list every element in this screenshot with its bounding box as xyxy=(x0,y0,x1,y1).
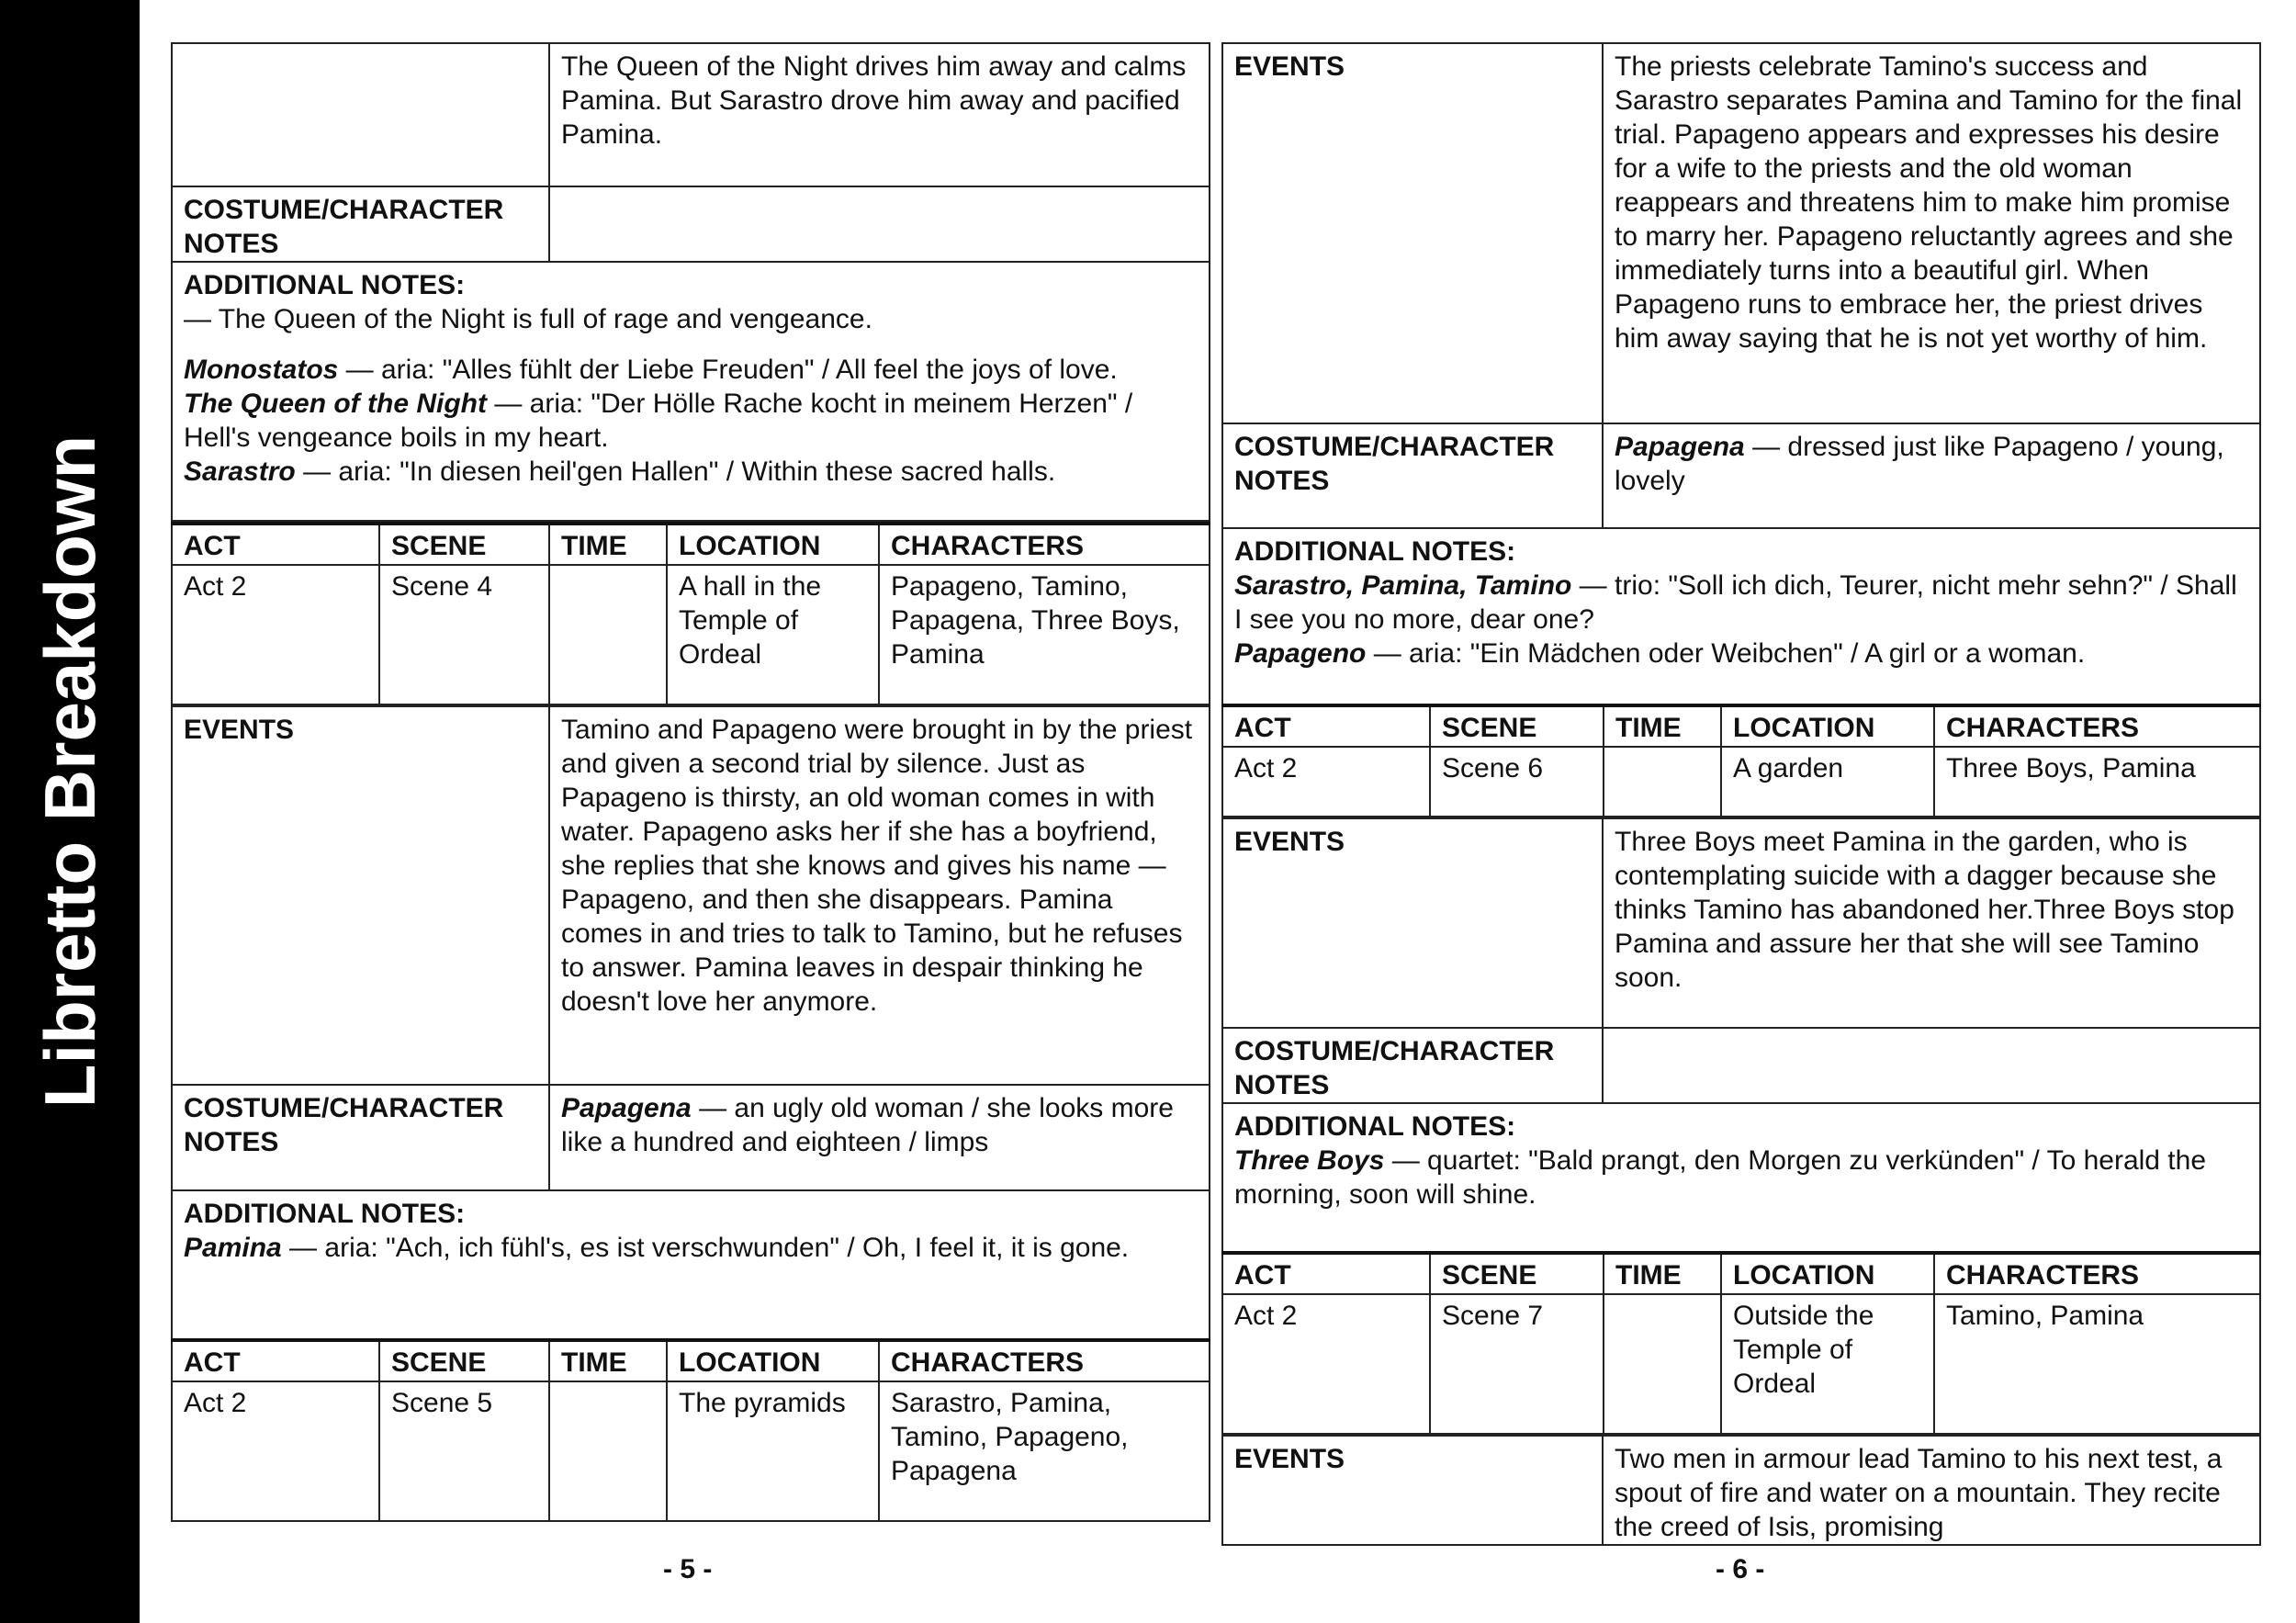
page-number: - 5 - xyxy=(663,1554,713,1584)
col-header-location: LOCATION xyxy=(667,1340,879,1381)
col-header-act: ACT xyxy=(1222,705,1430,747)
notes-line: Monostatos — aria: "Alles fühlt der Liebe Freuden" / All feel the joys of love. xyxy=(184,355,1118,385)
scene-table xyxy=(1221,704,2261,817)
col-header-scene: SCENE xyxy=(379,1340,549,1381)
notes-label: ADDITIONAL NOTES: xyxy=(1234,536,1516,567)
cell-scene: Scene 4 xyxy=(379,565,549,704)
page-number: - 6 - xyxy=(1716,1554,1765,1584)
costume-text xyxy=(549,186,1210,262)
col-header-characters: CHARACTERS xyxy=(879,1340,1210,1381)
continued-block xyxy=(171,42,1210,263)
cell-characters: Papageno, Tamino, Papagena, Three Boys, Pamina xyxy=(879,565,1210,704)
col-header-location: LOCATION xyxy=(1721,705,1934,747)
col-header-act: ACT xyxy=(1222,1253,1430,1294)
additional-notes xyxy=(171,263,1210,522)
scene-table xyxy=(1221,1251,2261,1435)
events-label: EVENTS xyxy=(1222,818,1603,1028)
table-header-row xyxy=(172,524,1210,565)
costume-text: Papagena — an ugly old woman / she looks more like a hundred and eighteen / limps xyxy=(549,1085,1210,1190)
table-row xyxy=(172,565,1210,704)
cell-scene: Scene 6 xyxy=(1430,747,1604,817)
col-header-characters: CHARACTERS xyxy=(1934,705,2260,747)
notes-line: Pamina — aria: "Ach, ich fühl's, es ist verschwunden" / Oh, I feel it, it is gone. xyxy=(184,1233,1130,1263)
cell-act: Act 2 xyxy=(172,565,379,704)
notes-line: Three Boys — quartet: "Bald prangt, den Morgen zu verkünden" / To herald the morning, soon will shine. xyxy=(1234,1145,2207,1210)
notes-line: The Queen of the Night — aria: "Der Hölle Rache kocht in meinem Herzen" / Hell's vengeance boils in my heart. xyxy=(184,389,1133,453)
cell-act: Act 2 xyxy=(1222,1294,1430,1434)
additional-notes xyxy=(1221,529,2261,704)
events-label: EVENTS xyxy=(172,706,549,1085)
scene-table xyxy=(171,1338,1210,1522)
col-header-scene: SCENE xyxy=(379,524,549,565)
table-header-row xyxy=(172,1340,1210,1381)
cell-act: Act 2 xyxy=(172,1381,379,1521)
events-block xyxy=(171,705,1210,1191)
events-block xyxy=(1221,817,2261,1104)
cell-characters: Sarastro, Pamina, Tamino, Papageno, Papagena xyxy=(879,1381,1210,1521)
col-header-act: ACT xyxy=(172,1340,379,1381)
cell-location: A hall in the Temple of Ordeal xyxy=(667,565,879,704)
notes-line: Papageno — aria: "Ein Mädchen oder Weibchen" / A girl or a woman. xyxy=(1234,638,2086,669)
costume-text: Papagena — dressed just like Papageno / young, lovely xyxy=(1603,423,2260,528)
costume-label: COSTUME/CHARACTER NOTES xyxy=(1222,1028,1603,1103)
col-header-time: TIME xyxy=(1604,1253,1721,1294)
left-page xyxy=(171,42,1210,1522)
notes-label: ADDITIONAL NOTES: xyxy=(184,270,466,300)
events-text: Three Boys meet Pamina in the garden, who is contemplating suicide with a dagger because she thinks Tamino has abandoned her.Three Boys stop Pamina and assure her that she will see Tamino soon. xyxy=(1603,818,2260,1028)
table-row xyxy=(172,1381,1210,1521)
costume-text xyxy=(1603,1028,2260,1103)
col-header-location: LOCATION xyxy=(667,524,879,565)
col-header-scene: SCENE xyxy=(1430,705,1604,747)
col-header-time: TIME xyxy=(549,1340,667,1381)
cell-scene: Scene 5 xyxy=(379,1381,549,1521)
col-header-characters: CHARACTERS xyxy=(879,524,1210,565)
events-text: Two men in armour lead Tamino to his next test, a spout of fire and water on a mountain. They recite the creed of Isis, promising xyxy=(1603,1436,2260,1545)
cell-time xyxy=(1604,1294,1721,1434)
sidebar xyxy=(0,0,140,1623)
cell-location: The pyramids xyxy=(667,1381,879,1521)
table-row xyxy=(1222,747,2260,817)
costume-label: COSTUME/CHARACTER NOTES xyxy=(172,186,549,262)
sidebar-title: Libretto Breakdown xyxy=(29,434,110,1109)
notes-line: Sarastro — aria: "In diesen heil'gen Hallen" / Within these sacred halls. xyxy=(184,456,1056,487)
additional-notes xyxy=(1221,1104,2261,1251)
col-header-time: TIME xyxy=(1604,705,1721,747)
cell-characters: Three Boys, Pamina xyxy=(1934,747,2260,817)
additional-notes xyxy=(171,1191,1210,1338)
notes-line: — The Queen of the Night is full of rage and vengeance. xyxy=(184,304,872,334)
col-header-time: TIME xyxy=(549,524,667,565)
notes-line: Sarastro, Pamina, Tamino — trio: "Soll ich dich, Teurer, nicht mehr sehn?" / Shall I see you no more, dear one? xyxy=(1234,570,2237,635)
events-text: Tamino and Papageno were brought in by the priest and given a second trial by silence. Just as Papageno is thirsty, an old woman comes in with water. Papageno asks her if she has a boyfriend, she replies that she knows and gives his name — Papageno, and then she disappears. Pamina comes in and tries to talk to Tamino, but he refuses to answer. Pamina leaves in despair thinking he doesn't love her anymore. xyxy=(549,706,1210,1085)
costume-label: COSTUME/CHARACTER NOTES xyxy=(172,1085,549,1190)
table-header-row xyxy=(1222,705,2260,747)
col-header-scene: SCENE xyxy=(1430,1253,1604,1294)
notes-label: ADDITIONAL NOTES: xyxy=(184,1199,466,1229)
col-header-act: ACT xyxy=(172,524,379,565)
col-header-characters: CHARACTERS xyxy=(1934,1253,2260,1294)
cell-location: Outside the Temple of Ordeal xyxy=(1721,1294,1934,1434)
events-text: The priests celebrate Tamino's success and Sarastro separates Pamina and Tamino for the final trial. Papageno appears and expresses his desire for a wife to the priests and the old woman reappears and threatens him to make him promise to marry her. Papageno reluctantly agrees and she immediately turns into a beautiful girl. When Papageno runs to embrace her, the priest drives him away saying that he is not yet worthy of him. xyxy=(1603,43,2260,423)
right-page xyxy=(1221,42,2261,1546)
cell-time xyxy=(1604,747,1721,817)
scene-table xyxy=(171,522,1210,705)
cell-time xyxy=(549,565,667,704)
col-header-location: LOCATION xyxy=(1721,1253,1934,1294)
events-block xyxy=(1221,1435,2261,1546)
cell-act: Act 2 xyxy=(1222,747,1430,817)
continued-events-text: The Queen of the Night drives him away and calms Pamina. But Sarastro drove him away and pacified Pamina. xyxy=(549,43,1210,186)
table-row xyxy=(1222,1294,2260,1434)
costume-label: COSTUME/CHARACTER NOTES xyxy=(1222,423,1603,528)
events-label: EVENTS xyxy=(1222,1436,1603,1545)
table-header-row xyxy=(1222,1253,2260,1294)
cell-scene: Scene 7 xyxy=(1430,1294,1604,1434)
cell-time xyxy=(549,1381,667,1521)
continued-block xyxy=(1221,42,2261,529)
notes-label: ADDITIONAL NOTES: xyxy=(1234,1111,1516,1142)
continued-events-label-cell xyxy=(172,43,549,186)
cell-location: A garden xyxy=(1721,747,1934,817)
cell-characters: Tamino, Pamina xyxy=(1934,1294,2260,1434)
events-label: EVENTS xyxy=(1222,43,1603,423)
